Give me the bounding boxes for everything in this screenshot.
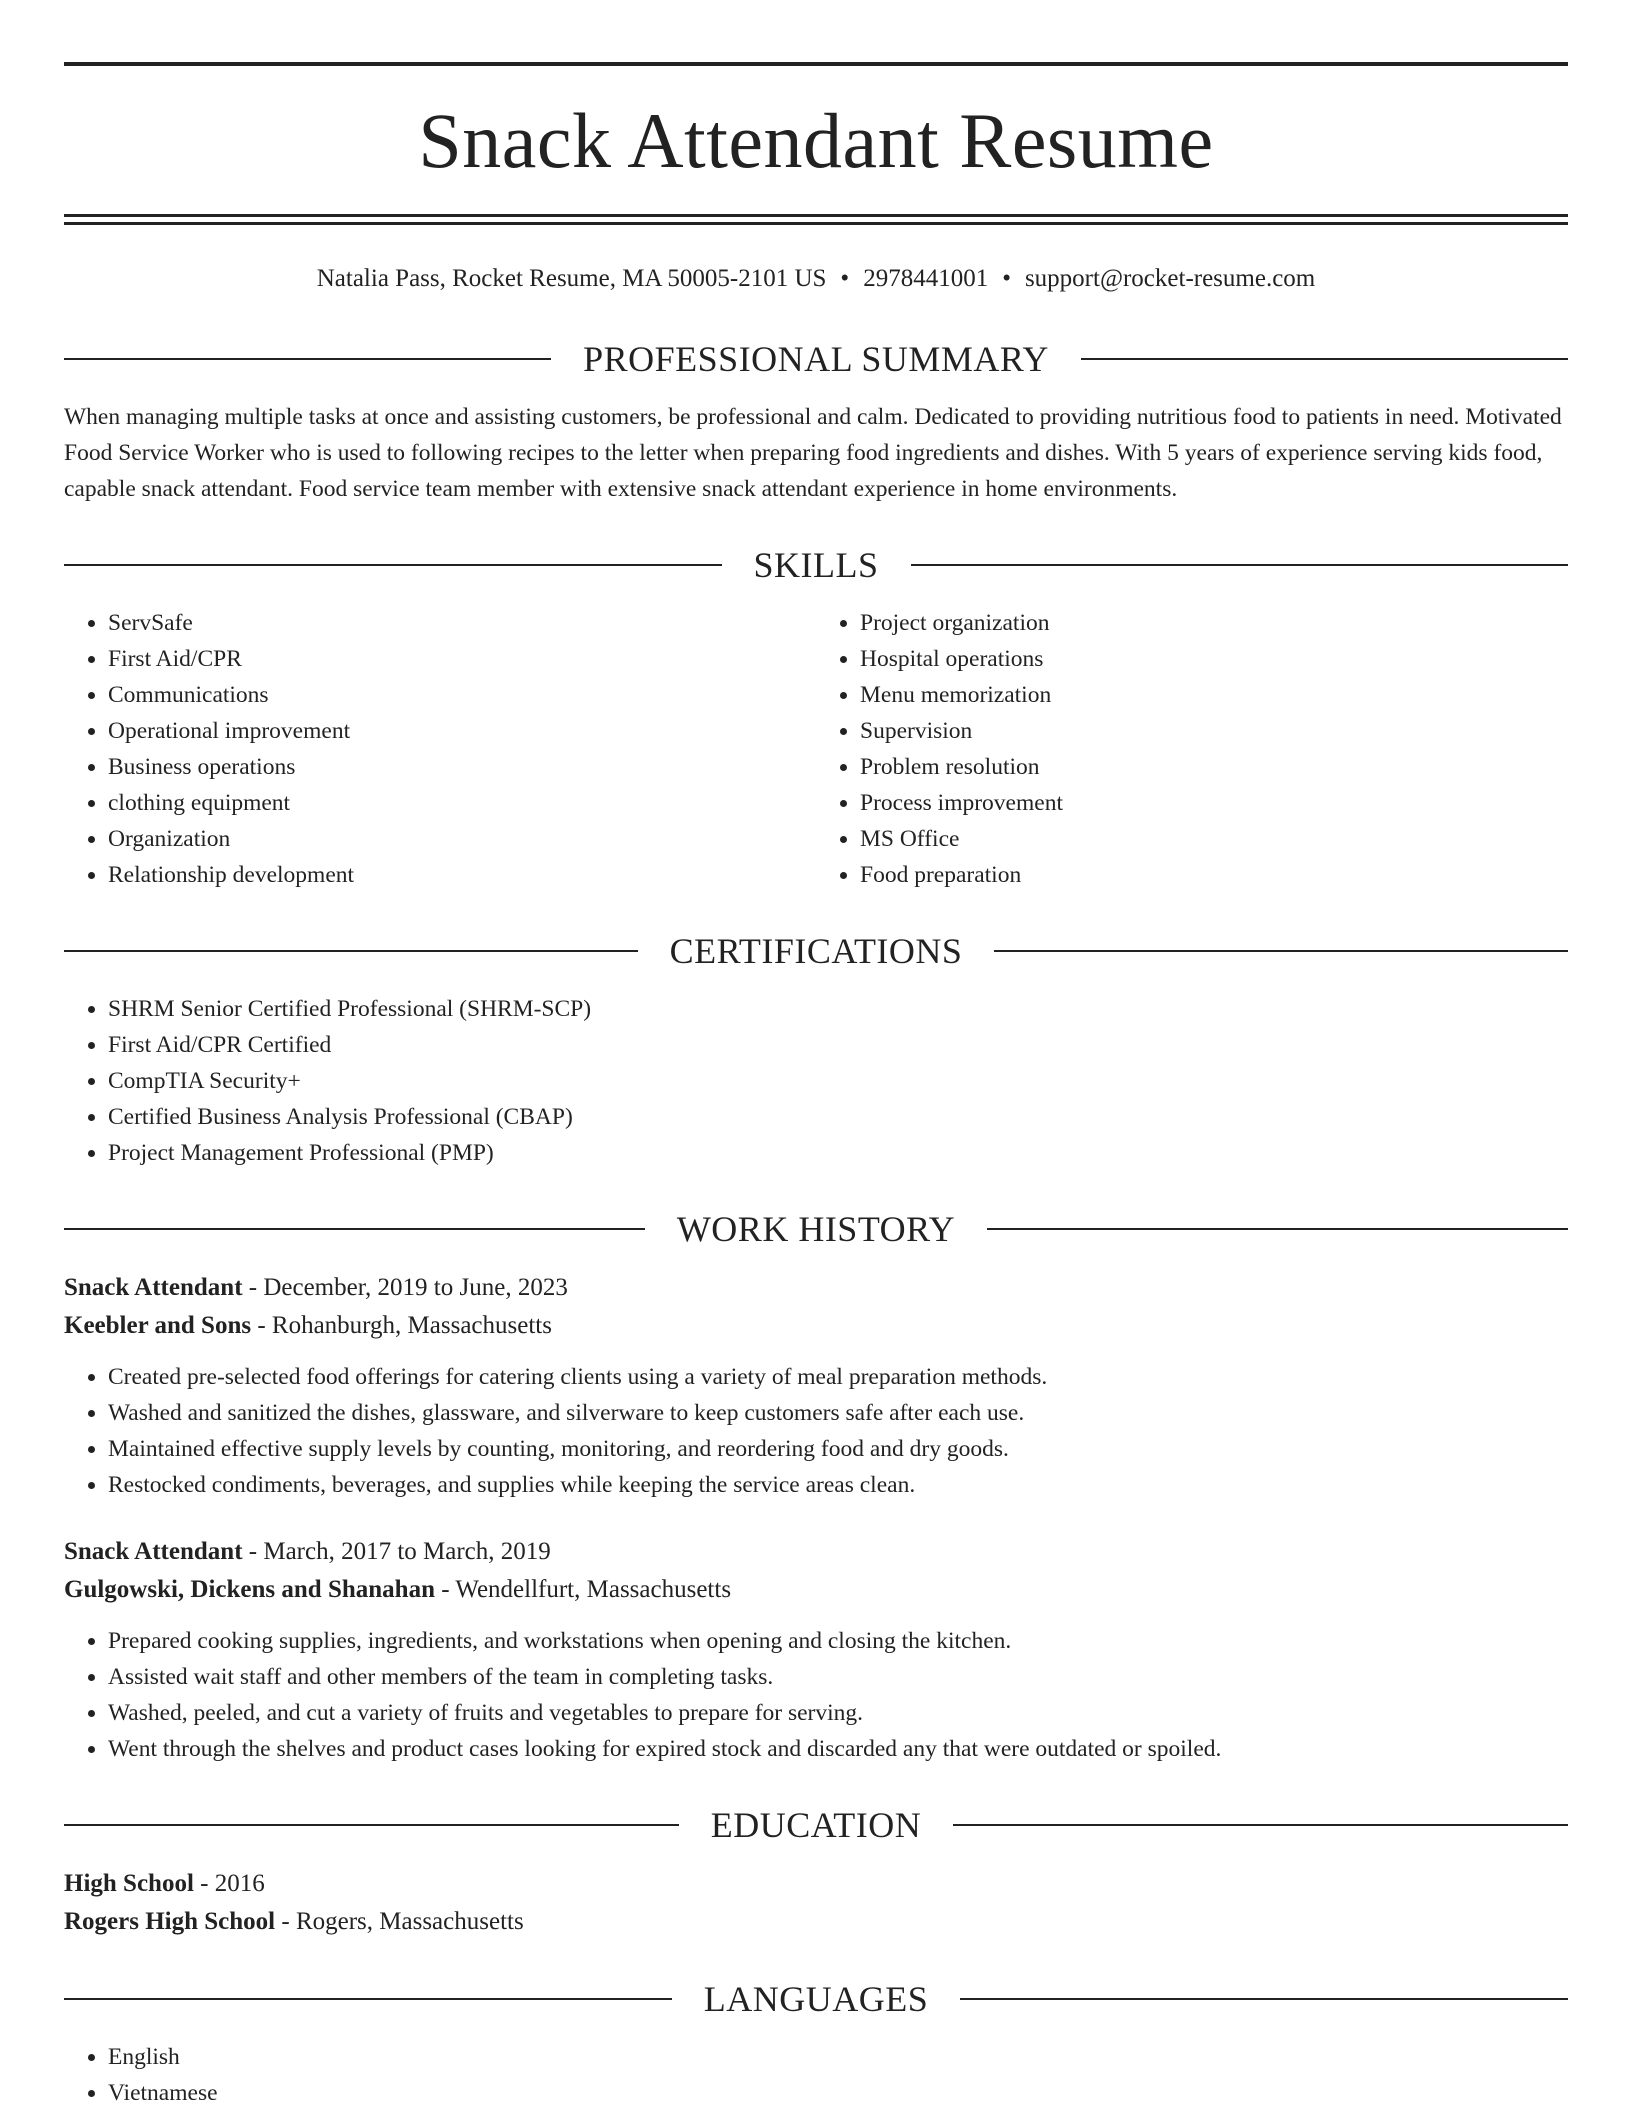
heading-rule xyxy=(994,950,1568,952)
skill-item: • Hospital operations xyxy=(860,641,1568,677)
job-duty: • Prepared cooking supplies, ingredients, and workstations when opening and closing the kitchen. xyxy=(108,1623,1568,1659)
education-entry xyxy=(64,1865,1568,1941)
skill-item: • First Aid/CPR xyxy=(108,641,816,677)
heading-rule xyxy=(987,1228,1568,1230)
heading-rule xyxy=(64,1824,679,1826)
section-heading-skills xyxy=(64,543,1568,587)
skill-item: • ServSafe xyxy=(108,605,816,641)
languages-list xyxy=(64,2039,1568,2111)
section-heading-certifications xyxy=(64,929,1568,973)
certification-item: • SHRM Senior Certified Professional (SHRM-SCP) xyxy=(108,991,1568,1027)
job-duties-list xyxy=(64,1623,1568,1767)
education-degree: High School xyxy=(64,1870,194,1897)
skill-item: • clothing equipment xyxy=(108,785,816,821)
skills-grid xyxy=(64,605,1568,893)
job-duty: • Washed, peeled, and cut a variety of fruits and vegetables to prepare for serving. xyxy=(108,1695,1568,1731)
education-school-line xyxy=(64,1903,1568,1941)
section-title-languages: LANGUAGES xyxy=(703,1979,929,2019)
skill-item: • Operational improvement xyxy=(108,713,816,749)
education-year: - 2016 xyxy=(193,1870,265,1897)
title-double-rule xyxy=(64,214,1568,225)
top-rule xyxy=(64,62,1568,66)
heading-rule xyxy=(64,1228,645,1230)
job-title-line xyxy=(64,1533,1568,1571)
heading-rule xyxy=(1081,358,1568,360)
job-duty: • Restocked condiments, beverages, and supplies while keeping the service areas clean. xyxy=(108,1467,1568,1503)
skill-item: • MS Office xyxy=(860,821,1568,857)
heading-rule xyxy=(64,358,551,360)
skill-item: • Food preparation xyxy=(860,857,1568,893)
job-title-line xyxy=(64,1269,1568,1307)
job-entry xyxy=(64,1533,1568,1767)
job-duty: • Assisted wait staff and other members of the team in completing tasks. xyxy=(108,1659,1568,1695)
heading-rule xyxy=(960,1998,1568,2000)
certification-item: • CompTIA Security+ xyxy=(108,1063,1568,1099)
skills-list-left xyxy=(64,605,816,893)
certification-item: • First Aid/CPR Certified xyxy=(108,1027,1568,1063)
section-heading-work xyxy=(64,1207,1568,1251)
contact-separator: • xyxy=(840,265,850,292)
skill-item: • Project organization xyxy=(860,605,1568,641)
contact-line xyxy=(64,259,1568,299)
job-dates: - March, 2017 to March, 2019 xyxy=(242,1538,551,1565)
education-school: Rogers High School xyxy=(64,1908,276,1935)
job-company: Gulgowski, Dickens and Shanahan xyxy=(64,1576,435,1603)
skill-item: • Communications xyxy=(108,677,816,713)
job-dates: - December, 2019 to June, 2023 xyxy=(242,1274,568,1301)
job-duty: • Went through the shelves and product cases looking for expired stock and discarded any that were outdated or spoiled. xyxy=(108,1731,1568,1767)
section-title-work: WORK HISTORY xyxy=(676,1209,956,1249)
section-heading-education xyxy=(64,1803,1568,1847)
language-item: • English xyxy=(108,2039,1568,2075)
job-duties-list xyxy=(64,1359,1568,1503)
skill-item: • Relationship development xyxy=(108,857,816,893)
job-title: Snack Attendant xyxy=(64,1274,243,1301)
section-heading-languages xyxy=(64,1977,1568,2021)
job-entry xyxy=(64,1269,1568,1503)
heading-rule xyxy=(64,564,722,566)
section-title-skills: SKILLS xyxy=(753,545,879,585)
contact-address: Natalia Pass, Rocket Resume, MA 50005-2101 US xyxy=(316,265,827,292)
skill-item: • Process improvement xyxy=(860,785,1568,821)
job-location: - Rohanburgh, Massachusetts xyxy=(251,1312,552,1339)
job-duty: • Washed and sanitized the dishes, glassware, and silverware to keep customers safe after each use. xyxy=(108,1395,1568,1431)
skill-item: • Menu memorization xyxy=(860,677,1568,713)
section-heading-summary xyxy=(64,337,1568,381)
contact-separator: • xyxy=(1002,265,1011,292)
skill-item: • Business operations xyxy=(108,749,816,785)
summary-text: When managing multiple tasks at once and assisting customers, be professional and calm. Dedicated to providing nutritious food to patients in need. Motivated Food Service Worker who is used to following recipes to the letter when preparing food ingredients and dishes. With 5 years of experience serving kids food, capable snack attendant. Food service team member with extensive snack attendant experience in home environments. xyxy=(64,404,1562,502)
job-duty: • Maintained effective supply levels by counting, monitoring, and reordering food and dry goods. xyxy=(108,1431,1568,1467)
skill-item: • Problem resolution xyxy=(860,749,1568,785)
language-item: • Vietnamese xyxy=(108,2075,1568,2111)
contact-phone: 2978441001 xyxy=(863,265,989,292)
contact-email: support@rocket-resume.com xyxy=(1024,265,1316,292)
heading-rule xyxy=(911,564,1569,566)
job-duty: • Created pre-selected food offerings for catering clients using a variety of meal preparation methods. xyxy=(108,1359,1568,1395)
certification-item: • Certified Business Analysis Professional (CBAP) xyxy=(108,1099,1568,1135)
skill-item: • Organization xyxy=(108,821,816,857)
heading-rule xyxy=(64,1998,672,2000)
certifications-list xyxy=(64,991,1568,1171)
job-title: Snack Attendant xyxy=(64,1538,243,1565)
skills-list-right xyxy=(816,605,1568,893)
heading-rule xyxy=(953,1824,1568,1826)
skill-item: • Supervision xyxy=(860,713,1568,749)
education-degree-line xyxy=(64,1865,1568,1903)
job-company-line xyxy=(64,1307,1568,1345)
resume-title: Snack Attendant Resume xyxy=(418,97,1214,184)
section-title-summary: PROFESSIONAL SUMMARY xyxy=(583,339,1049,379)
section-title-education: EDUCATION xyxy=(710,1805,922,1845)
section-title-certifications: CERTIFICATIONS xyxy=(669,931,963,971)
education-location: - Rogers, Massachusetts xyxy=(275,1908,524,1935)
job-company: Keebler and Sons xyxy=(64,1312,252,1339)
job-location: - Wendellfurt, Massachusetts xyxy=(434,1576,732,1603)
certification-item: • Project Management Professional (PMP) xyxy=(108,1135,1568,1171)
heading-rule xyxy=(64,950,638,952)
job-company-line xyxy=(64,1571,1568,1609)
